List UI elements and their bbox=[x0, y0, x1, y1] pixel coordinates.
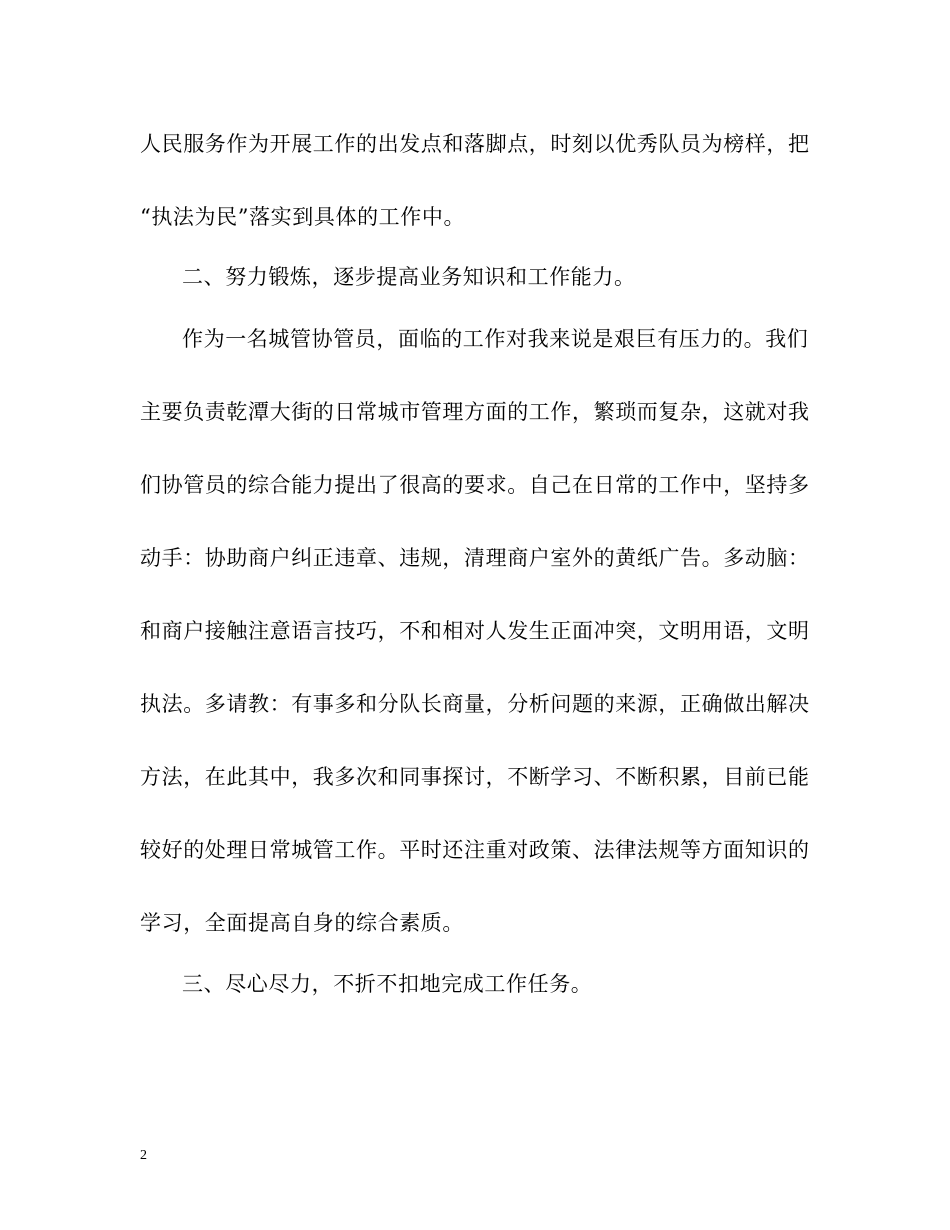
body-text-line: 作为一名城管协管员，面临的工作对我来说是艰巨有压力的。我们 bbox=[182, 327, 809, 351]
section-heading-3: 三、尽心尽力，不折不扣地完成工作任务。 bbox=[182, 972, 593, 996]
body-text-line: 执法。多请教：有事多和分队长商量，分析问题的来源，正确做出解决 bbox=[140, 692, 810, 716]
body-text-line: 和商户接触注意语言技巧，不和相对人发生正面冲突，文明用语，文明 bbox=[140, 619, 810, 643]
section-heading-2: 二、努力锻炼，逐步提高业务知识和工作能力。 bbox=[182, 265, 636, 289]
body-text-line: 方法，在此其中，我多次和同事探讨，不断学习、不断积累，目前已能 bbox=[140, 765, 810, 789]
body-text-line: 学习，全面提高自身的综合素质。 bbox=[140, 911, 464, 935]
body-text-line: 们协管员的综合能力提出了很高的要求。自己在日常的工作中，坚持多 bbox=[140, 473, 810, 497]
body-text-line: 动手：协助商户纠正违章、违规，清理商户室外的黄纸广告。多动脑： bbox=[140, 546, 810, 570]
page-number: 2 bbox=[140, 1148, 147, 1163]
body-text-line: “执法为民”落实到具体的工作中。 bbox=[140, 205, 466, 229]
body-text-line: 人民服务作为开展工作的出发点和落脚点，时刻以优秀队员为榜样，把 bbox=[140, 132, 810, 156]
body-text-line: 主要负责乾潭大街的日常城市管理方面的工作，繁琐而复杂，这就对我 bbox=[140, 400, 810, 424]
body-text-line: 较好的处理日常城管工作。平时还注重对政策、法律法规等方面知识的 bbox=[140, 838, 810, 862]
